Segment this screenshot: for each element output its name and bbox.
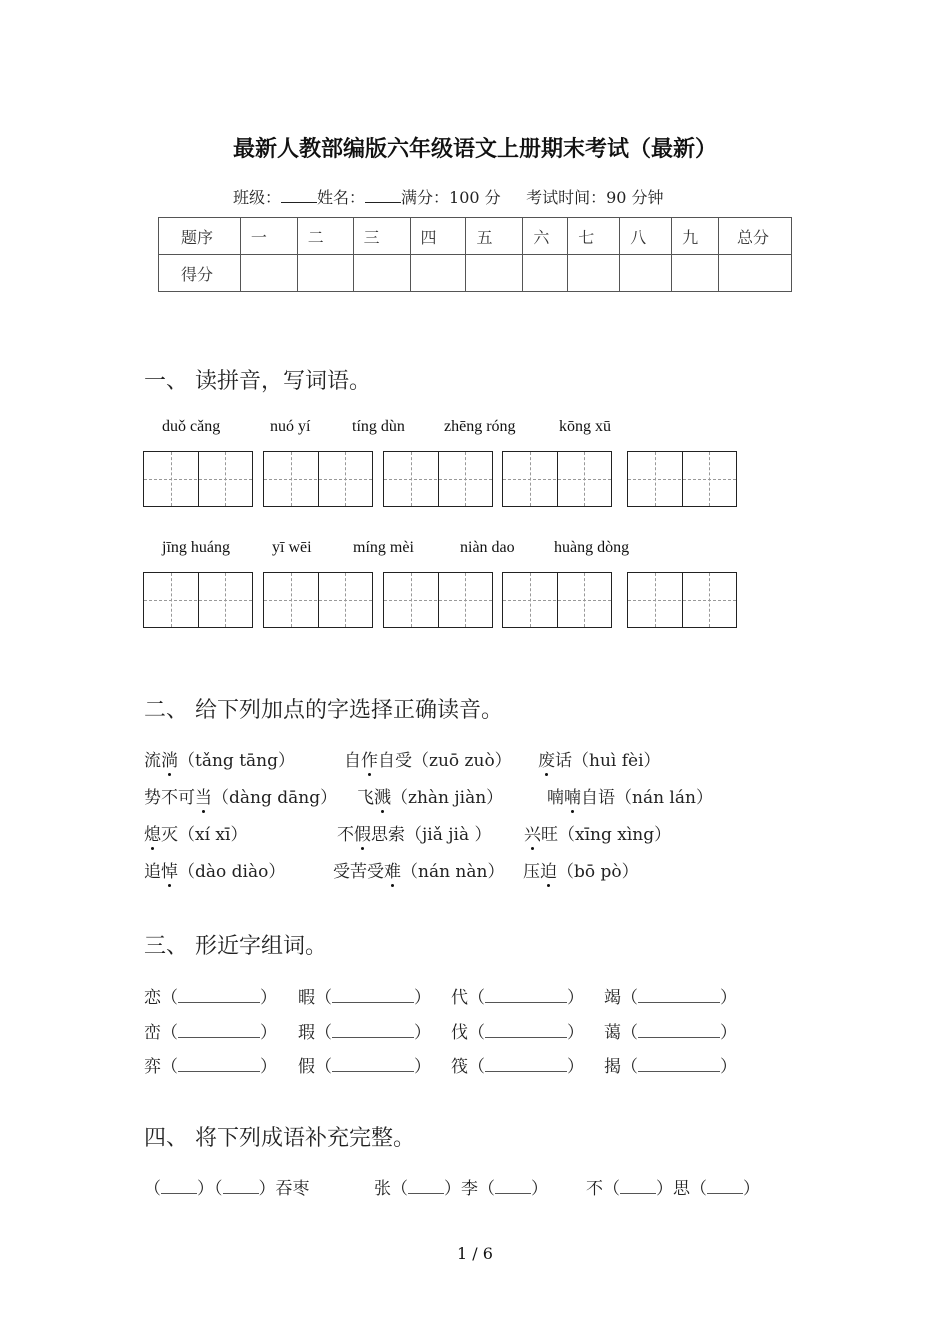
answer-blank — [178, 988, 260, 1003]
exam-time: 考试时间：90 分钟 — [526, 188, 664, 207]
answer-blank — [638, 1057, 720, 1072]
dotted-char: 溅 — [374, 783, 391, 808]
reading-item[interactable]: 流淌（tǎng tāng） — [144, 746, 295, 771]
answer-blank — [638, 1023, 720, 1038]
dotted-char: 作 — [361, 746, 378, 771]
score-cell[interactable] — [297, 255, 353, 292]
idiom-item[interactable]: 张（ ）李（ ） — [374, 1179, 548, 1199]
answer-blank — [332, 988, 414, 1003]
pinyin: nuó yí — [270, 418, 311, 435]
score-header-cell: 总分 — [719, 218, 792, 255]
word-item[interactable]: 弈（ ） — [144, 1057, 277, 1077]
score-header-cell: 八 — [620, 218, 672, 255]
answer-blank — [408, 1179, 444, 1194]
writing-box[interactable] — [143, 572, 253, 628]
score-cell[interactable] — [466, 255, 523, 292]
dotted-char: 当 — [195, 783, 212, 808]
page-number: 1 / 6 — [457, 1244, 493, 1263]
word-item[interactable]: 代（ ） — [451, 988, 584, 1008]
score-cell[interactable] — [568, 255, 620, 292]
score-header-cell: 六 — [523, 218, 568, 255]
reading-item[interactable]: 兴旺（xīng xìng） — [524, 820, 671, 845]
word-item[interactable]: 暇（ ） — [298, 988, 431, 1008]
reading-item[interactable]: 势不可当（dàng dāng） — [144, 783, 337, 808]
word-item[interactable]: 竭（ ） — [604, 988, 737, 1008]
dotted-char: 兴 — [524, 820, 541, 845]
score-cell[interactable] — [240, 255, 297, 292]
pinyin: duǒ cǎng — [162, 418, 221, 435]
writing-box[interactable] — [143, 451, 253, 507]
score-row-label: 得分 — [159, 255, 241, 292]
score-cell[interactable] — [672, 255, 719, 292]
answer-blank — [332, 1057, 414, 1072]
idiom-item[interactable]: 不（ ）思（ ） — [586, 1179, 760, 1199]
score-cell[interactable] — [523, 255, 568, 292]
score-header-cell: 七 — [568, 218, 620, 255]
dotted-char: 迫 — [540, 857, 557, 882]
writing-box[interactable] — [263, 572, 373, 628]
score-cell[interactable] — [353, 255, 410, 292]
word-item[interactable]: 峦（ ） — [144, 1023, 277, 1043]
score-header-row — [159, 218, 792, 255]
answer-blank — [620, 1179, 656, 1194]
reading-item[interactable]: 追悼（dào diào） — [144, 857, 285, 882]
reading-item[interactable]: 废话（huì fèi） — [538, 746, 661, 771]
section-3-heading: 三、 形近字组词。 — [144, 934, 327, 959]
exam-info — [233, 185, 664, 208]
class-label: 班级： — [233, 188, 282, 207]
name-blank[interactable] — [365, 188, 401, 203]
pinyin: tíng dùn — [352, 418, 405, 435]
answer-blank — [485, 1023, 567, 1038]
writing-box[interactable] — [502, 451, 612, 507]
word-item[interactable]: 瑕（ ） — [298, 1023, 431, 1043]
score-cell[interactable] — [719, 255, 792, 292]
dotted-char: 熄 — [144, 820, 161, 845]
pinyin: niàn dao — [460, 539, 515, 556]
answer-blank — [707, 1179, 743, 1194]
pinyin: huàng dòng — [554, 539, 630, 556]
word-item[interactable]: 筏（ ） — [451, 1057, 584, 1077]
reading-item[interactable]: 不假思索（jiǎ jià ） — [337, 820, 492, 845]
reading-item[interactable]: 喃喃自语（nán lán） — [547, 783, 713, 808]
score-header-cell: 九 — [672, 218, 719, 255]
dotted-char: 废 — [538, 746, 555, 771]
reading-item[interactable]: 熄灭（xí xī） — [144, 820, 247, 845]
answer-blank — [223, 1179, 259, 1194]
answer-blank — [495, 1179, 531, 1194]
writing-box[interactable] — [383, 451, 493, 507]
score-header-cell: 题序 — [159, 218, 241, 255]
reading-item[interactable]: 自作自受（zuō zuò） — [344, 746, 512, 771]
writing-box[interactable] — [383, 572, 493, 628]
answer-blank — [485, 988, 567, 1003]
answer-blank — [485, 1057, 567, 1072]
answer-blank — [638, 988, 720, 1003]
answer-blank — [178, 1023, 260, 1038]
word-item[interactable]: 蔼（ ） — [604, 1023, 737, 1043]
writing-box[interactable] — [502, 572, 612, 628]
section-4-heading: 四、 将下列成语补充完整。 — [144, 1126, 415, 1151]
word-item[interactable]: 揭（ ） — [604, 1057, 737, 1077]
reading-item[interactable]: 飞溅（zhàn jiàn） — [357, 783, 503, 808]
pinyin: míng mèi — [353, 539, 414, 556]
pinyin: kōng xū — [559, 418, 611, 435]
dotted-char: 淌 — [161, 746, 178, 771]
dotted-char: 喃 — [564, 783, 581, 808]
writing-box[interactable] — [263, 451, 373, 507]
idiom-item[interactable]: （ ）（ ）吞枣 — [144, 1179, 310, 1199]
answer-blank — [161, 1179, 197, 1194]
score-header-cell: 四 — [410, 218, 466, 255]
score-table — [158, 217, 792, 292]
pinyin: yī wēi — [272, 539, 312, 556]
dotted-char: 悼 — [161, 857, 178, 882]
score-header-cell: 一 — [240, 218, 297, 255]
score-cell[interactable] — [620, 255, 672, 292]
class-blank[interactable] — [281, 188, 317, 203]
reading-item[interactable]: 压迫（bō pò） — [523, 857, 639, 882]
section-1-heading: 一、 读拼音，写词语。 — [144, 369, 371, 394]
writing-box[interactable] — [627, 572, 737, 628]
word-item[interactable]: 伐（ ） — [451, 1023, 584, 1043]
reading-item[interactable]: 受苦受难（nán nàn） — [333, 857, 504, 882]
section-2-heading: 二、 给下列加点的字选择正确读音。 — [144, 698, 503, 723]
score-header-cell: 五 — [466, 218, 523, 255]
score-header-cell: 三 — [353, 218, 410, 255]
word-item[interactable]: 假（ ） — [298, 1057, 431, 1077]
answer-blank — [332, 1023, 414, 1038]
pinyin: zhēng róng — [444, 418, 516, 435]
score-cell[interactable] — [410, 255, 466, 292]
word-item[interactable]: 恋（ ） — [144, 988, 277, 1008]
full-score: 满分：100 分 — [401, 188, 501, 207]
pinyin: jīng huáng — [162, 539, 230, 556]
score-header-cell: 二 — [297, 218, 353, 255]
writing-box[interactable] — [627, 451, 737, 507]
page-title: 最新人教部编版六年级语文上册期末考试（最新） — [232, 136, 717, 162]
dotted-char: 难 — [384, 857, 401, 882]
dotted-char: 假 — [354, 820, 371, 845]
name-label: 姓名： — [317, 188, 366, 207]
score-value-row — [159, 255, 792, 292]
answer-blank — [178, 1057, 260, 1072]
